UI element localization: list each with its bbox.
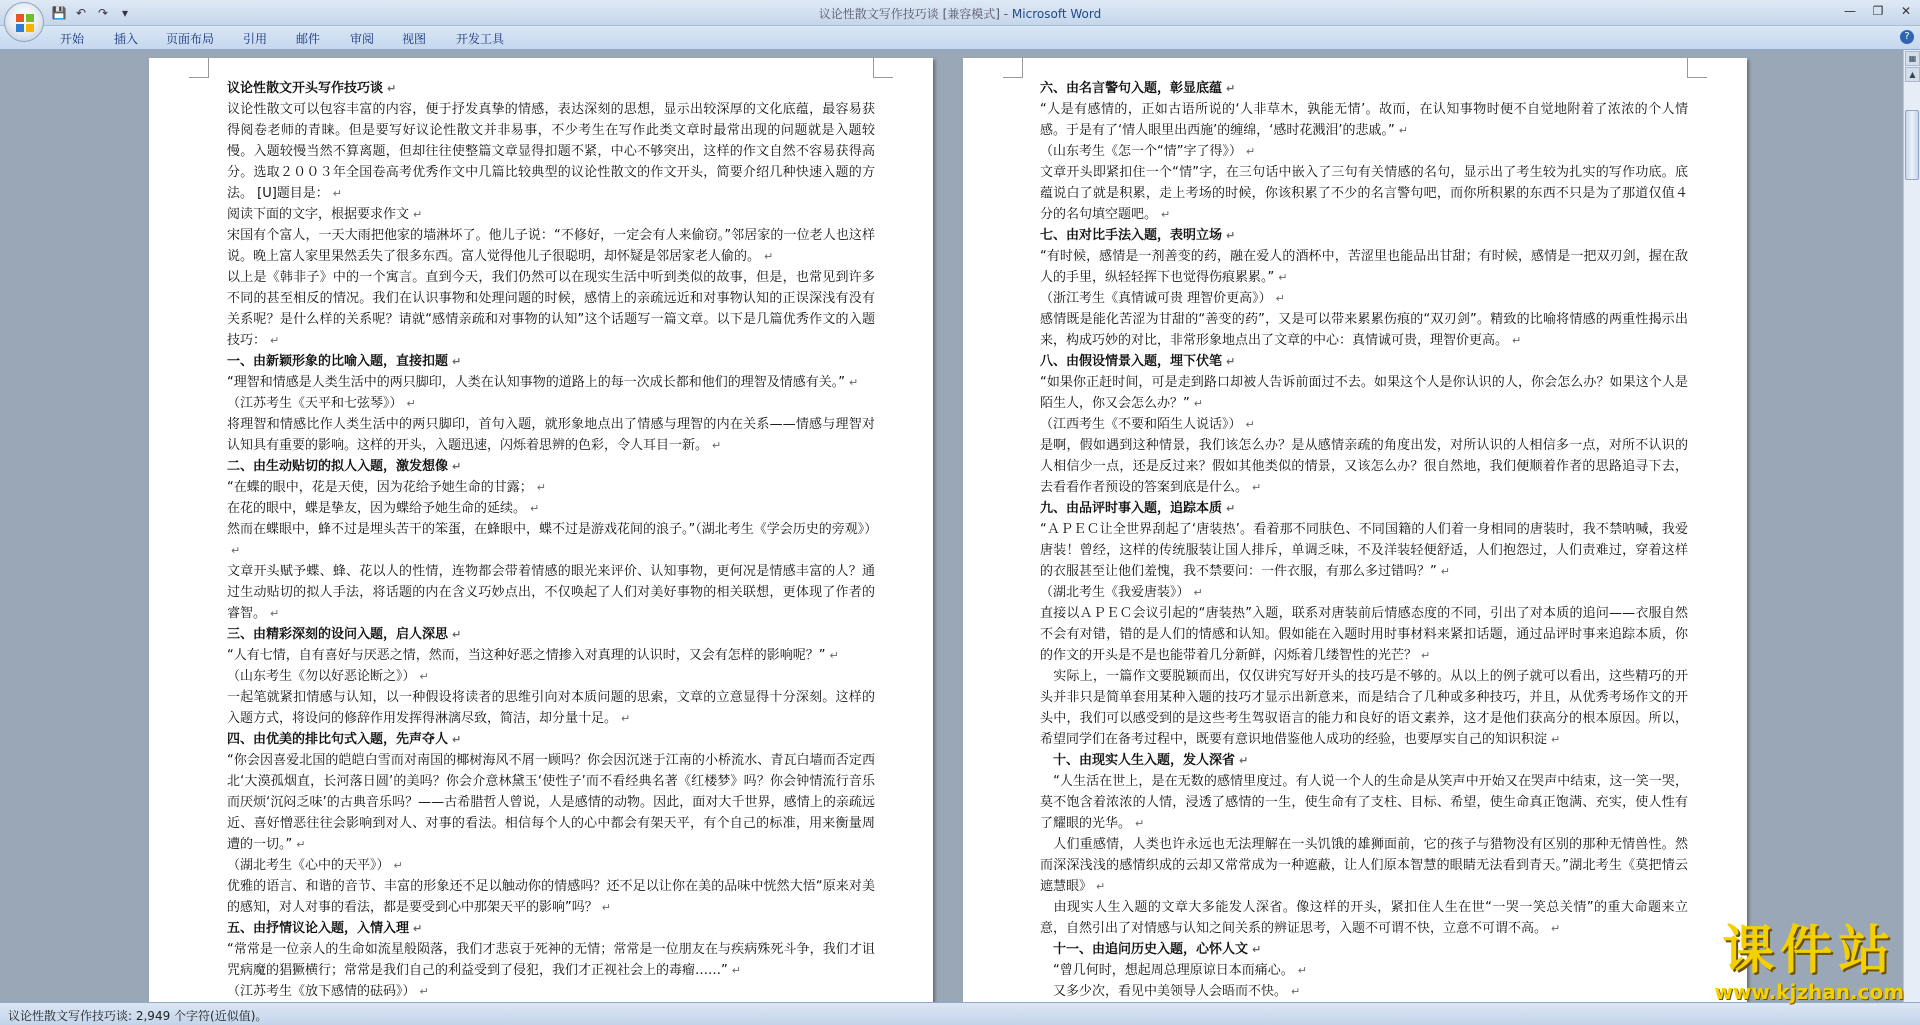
paragraph-text: （浙江考生《真情诚可贵 理智价更高》）	[1040, 291, 1272, 306]
paragraph-text: （江苏考生《天平和七弦琴》）	[227, 396, 403, 411]
paragraph-text: （山东考生《怎一个“情”字了得》）	[1040, 144, 1242, 159]
watermark-title: 课件站	[1722, 921, 1897, 981]
paragraph-mark-icon: ↵	[1226, 229, 1236, 242]
paragraph-text: 又多少次，看见中美领导人会晤而不快。	[1040, 984, 1288, 999]
document-title: 议论性散文写作技巧谈 [兼容模式] -	[818, 7, 1012, 21]
paragraph	[1040, 372, 1688, 414]
paragraph-mark-icon: ↵	[419, 670, 429, 683]
paragraph-mark-icon: ↵	[1193, 397, 1203, 410]
paragraph-mark-icon: ↵	[829, 649, 839, 662]
paragraph-text: 直接以ＡＰＥＣ会议引起的“唐装热”入题，联系对唐装前后情感态度的不同，引出了对本质的追问——衣服自然不会有对错，错的是人们的情感和认知。假如能在入题时用时事材料来紧扣话题，通过品评时事来追踪本质，你的作文的开头是不是也能带着几分新鲜，闪烁着几缕智性的光芒？	[1040, 606, 1688, 663]
paragraph-text: 在花的眼中，蝶是挚友，因为蝶给予她生命的延续。	[227, 501, 527, 516]
office-logo-icon	[15, 13, 35, 33]
tab-review[interactable]: 审阅	[350, 32, 375, 46]
paragraph	[227, 561, 875, 624]
margin-corner	[1687, 58, 1707, 78]
paragraph	[1040, 435, 1688, 498]
watermark-url: www.kjzhan.com	[1714, 980, 1904, 1004]
paragraph-text: 一起笔就紧扣情感与认知，以一种假设将读者的思维引向对本质问题的思索，文章的立意显得十分深刻。这样的入题方式，将设问的修辞作用发挥得淋漓尽致，简洁，却分量十足。	[227, 690, 875, 726]
paragraph-mark-icon: ↵	[332, 187, 343, 200]
paragraph-text: 十一、由追问历史入题，心怀人文	[1040, 942, 1249, 957]
paragraph-mark-icon: ↵	[731, 964, 741, 977]
paragraph	[227, 855, 875, 876]
section-heading	[227, 729, 875, 750]
word-count-status[interactable]: 议论性散文写作技巧谈: 2,949 个字符(近似值)。	[8, 1009, 268, 1023]
paragraph-text: （山东考生《勿以好恶论断之》）	[227, 669, 416, 684]
paragraph	[227, 225, 875, 267]
paragraph-mark-icon: ↵	[452, 355, 462, 368]
paragraph-text: 宋国有个富人，一天大雨把他家的墙淋坏了。他儿子说：“不修好，一定会有人来偷窃。”邻居家的一位老人也这样说。晚上富人家里果然丢失了很多东西。富人觉得他儿子很聪明，却怀疑是邻居家老人偷的。	[227, 228, 875, 264]
redo-icon[interactable]: ↷	[97, 6, 109, 20]
paragraph	[227, 519, 878, 561]
paragraph	[227, 645, 875, 666]
close-icon[interactable]: ✕	[1900, 4, 1912, 18]
paragraph	[227, 372, 875, 393]
paragraph-mark-icon: ↵	[1226, 502, 1236, 515]
paragraph	[227, 414, 875, 456]
paragraph-text: 四、由优美的排比句式入题，先声夺人	[227, 732, 449, 747]
paragraph	[227, 750, 875, 855]
paragraph-text: 一、由新颖形象的比喻入题，直接扣题	[227, 354, 449, 369]
paragraph-text: “有时候，感情是一剂善变的药，融在爱人的酒杯中，苦涩里也能品出甘甜；有时候，感情是一把双刃剑，握在敌人的手里，纵轻轻挥下也觉得伤痕累累。”	[1040, 249, 1688, 285]
section-heading	[227, 624, 875, 645]
paragraph	[1040, 519, 1688, 582]
paragraph-mark-icon: ↵	[270, 334, 280, 347]
paragraph-text: “人有七情，自有喜好与厌恶之情，然而，当这种好恶之情掺入对真理的认识时，又会有怎样的影响呢？”	[227, 648, 826, 663]
paragraph-mark-icon: ↵	[296, 838, 306, 851]
paragraph-text: 实际上，一篇作文要脱颖而出，仅仅讲究写好开头的技巧是不够的。从以上的例子就可以看出，这些精巧的开头并非只是简单套用某种入题的技巧才显示出新意来，而是结合了几种或多种技巧，并且，从优秀考场作文的开头中，我们可以感受到的是这些考生驾驭语言的能力和良好的语文素养，这才是他们获高分的根本原因。所以，希望同学们在备考过程中，既要有意识地借鉴他人成功的经验，也要厚实自己的知识积淀	[1040, 669, 1688, 747]
window-title	[0, 5, 1920, 22]
paragraph-text: “人生活在世上，是在无数的感情里度过。有人说一个人的生命是从笑声中开始又在哭声中结束，这一笑一哭，莫不饱含着浓浓的人情，浸透了感情的一生，使生命有了支柱、目标、希望，使生命真正饱满、充实，使人性有了耀眼的光华。	[1040, 774, 1688, 831]
paragraph-mark-icon: ↵	[1551, 733, 1561, 746]
paragraph-mark-icon: ↵	[387, 82, 397, 95]
page-1-text[interactable]	[227, 78, 878, 1002]
paragraph-text: 三、由精彩深刻的设问入题，启人深思	[227, 627, 449, 642]
paragraph-text: 文章开头即紧扣住一个“情”字，在三句话中嵌入了三句有关情感的名句，显示出了考生较为扎实的写作功底。底蕴说白了就是积累，走上考场的时候，你该积累了不少的名言警句吧，而你所积累的东西不只是为了那道仅值４分的名句填空题吧。	[1040, 165, 1688, 222]
paragraph-mark-icon: ↵	[848, 376, 859, 389]
paragraph-mark-icon: ↵	[452, 733, 462, 746]
scroll-up-icon[interactable]: ▲	[1905, 67, 1920, 82]
vertical-scrollbar[interactable]	[1903, 50, 1920, 1002]
paragraph	[227, 876, 875, 918]
status-bar	[0, 1002, 1920, 1025]
tab-home[interactable]: 开始	[60, 32, 85, 46]
paragraph-text: 七、由对比手法入题，表明立场	[1040, 228, 1223, 243]
paragraph	[227, 393, 875, 414]
paragraph-text: 议论性散文开头写作技巧谈	[227, 81, 384, 96]
paragraph	[227, 267, 875, 351]
paragraph-text: 八、由假设情景入题，埋下伏笔	[1040, 354, 1223, 369]
paragraph-mark-icon: ↵	[1512, 334, 1522, 347]
paragraph	[1040, 582, 1688, 603]
paragraph-text: 感情既是能化苦涩为甘甜的“善变的药”，又是可以带来累累伤痕的“双刃剑”。精致的比喻将情感的两重性揭示出来，构成巧妙的对比，非常形象地点出了文章的中心：真情诚可贵，理智价更高。	[1040, 312, 1688, 348]
paragraph	[1040, 246, 1688, 288]
paragraph-mark-icon: ↵	[413, 922, 423, 935]
paragraph-text: 文章开头赋予蝶、蜂、花以人的性情，连物都会带着情感的眼光来评价、认知事物，更何况是情感丰富的人？通过生动贴切的拟人手法，将话题的内在含义巧妙点出，不仅唤起了人们对美好事物的相关联想，更体现了作者的睿智。	[227, 564, 875, 621]
scroll-thumb[interactable]	[1905, 110, 1919, 180]
paragraph	[1040, 771, 1688, 834]
paragraph	[227, 204, 875, 225]
section-heading	[227, 78, 875, 99]
paragraph	[227, 981, 875, 1002]
paragraph-mark-icon: ↵	[452, 628, 462, 641]
paragraph	[1040, 288, 1688, 309]
paragraph-mark-icon: ↵	[1252, 481, 1262, 494]
paragraph	[227, 99, 875, 204]
paragraph	[227, 666, 875, 687]
title-bar	[0, 0, 1920, 26]
paragraph-mark-icon: ↵	[1161, 208, 1171, 221]
paragraph-text: （湖北考生《心中的天平》）	[227, 858, 390, 873]
minimize-icon[interactable]: —	[1844, 4, 1856, 18]
paragraph-mark-icon: ↵	[1278, 271, 1288, 284]
paragraph-text: “理智和情感是人类生活中的两只脚印，人类在认知事物的道路上的每一次成长都和他们的理智及情感有关。”	[227, 375, 845, 390]
paragraph	[227, 939, 875, 981]
paragraph-text: （江西考生《不要和陌生人说话》）	[1040, 417, 1242, 432]
paragraph-mark-icon: ↵	[1226, 355, 1236, 368]
customize-toolbar-icon[interactable]: ▾	[121, 6, 129, 20]
paragraph-mark-icon: ↵	[231, 544, 241, 557]
paragraph	[1040, 162, 1688, 225]
paragraph-text: “你会因喜爱北国的皑皑白雪而对南国的椰树海风不屑一顾吗？你会因沉迷于江南的小桥流水、青瓦白墙而否定西北‘大漠孤烟直，长河落日圆’的美吗？你会介意林黛玉‘使性子’而不看经典名著《红楼梦》吗？你会钟情流行音乐而厌烦‘沉闷乏味’的古典音乐吗？——古希腊哲人曾说，人是感情的动物。因此，面对大千世界，感情上的亲疏远近、喜好憎恶往往会影响到对人、对事的看法。相信每个人的心中都会有架天平，有个自己的标准，用来衡量周遭的一切。”	[227, 753, 875, 852]
paragraph-mark-icon: ↵	[1096, 880, 1106, 893]
margin-corner	[189, 58, 209, 78]
section-heading	[227, 918, 875, 939]
margin-corner	[1003, 58, 1023, 78]
paragraph-mark-icon: ↵	[1193, 586, 1203, 599]
section-heading	[1040, 498, 1688, 519]
tab-references[interactable]: 引用	[243, 32, 268, 46]
tab-view[interactable]: 视图	[402, 32, 427, 46]
paragraph	[227, 687, 875, 729]
section-heading	[227, 456, 875, 477]
paragraph	[227, 477, 875, 498]
paragraph-mark-icon: ↵	[1135, 817, 1145, 830]
paragraph-mark-icon: ↵	[419, 985, 429, 998]
paragraph-text: “在蝶的眼中，花是天使，因为花给予她生命的甘露；	[227, 480, 533, 495]
restore-icon[interactable]: ❐	[1872, 4, 1884, 18]
paragraph-mark-icon: ↵	[413, 208, 423, 221]
paragraph-text: 是啊，假如遇到这种情景，我们该怎么办？是从感情亲疏的角度出发，对所认识的人相信多一点，对所不认识的人相信少一点，还是反过来？假如其他类似的情景，又该怎么办？很自然地，我们便顺着作者的思路追寻下去，去看看作者预设的答案到底是什么。	[1040, 438, 1688, 495]
document-page-2[interactable]	[963, 58, 1747, 1002]
paragraph-mark-icon: ↵	[1226, 82, 1236, 95]
save-icon[interactable]: 💾	[51, 6, 67, 20]
site-watermark	[1714, 922, 1904, 1004]
paragraph	[1040, 141, 1688, 162]
paragraph	[1040, 834, 1688, 897]
paragraph-text: 将理智和情感比作人类生活中的两只脚印，首句入题，就形象地点出了情感与理智的内在关系——情感与理智对认知具有重要的影响。这样的开头，入题迅速，闪烁着思辨的色彩，令人耳目一新。	[227, 417, 875, 453]
paragraph	[1040, 99, 1688, 141]
paragraph-mark-icon: ↵	[1297, 964, 1307, 977]
paragraph-text: 六、由名言警句入题，彰显底蕴	[1040, 81, 1223, 96]
section-heading	[1040, 351, 1688, 372]
paragraph-text: 然而在蝶眼中，蜂不过是埋头苦干的笨蛋，在蜂眼中，蝶不过是游戏花间的浪子。”（湖北考生《学会历史的旁观》）	[227, 522, 878, 537]
paragraph-mark-icon: ↵	[764, 250, 774, 263]
paragraph-text: 议论性散文可以包容丰富的内容，便于抒发真挚的情感，表达深刻的思想，显示出较深厚的文化底蕴，最容易获得阅卷老师的青睐。但是要写好议论性散文并非易事，不少考生在写作此类文章时最常出现的问题就是入题较慢。入题较慢当然不算离题，但却往往使整篇文章显得扣题不紧，中心不够突出，这样的作文自然不容易获得高分。选取２００３年全国卷高考优秀作文中几篇比较典型的议论性散文的作文开头，简要介绍几种快速入题的方法。 [U]题目是：	[227, 102, 875, 201]
paragraph	[1040, 897, 1688, 939]
ribbon-tabs	[0, 26, 1920, 50]
section-heading	[227, 351, 875, 372]
paragraph-text: “如果你正赶时间，可是走到路口却被人告诉前面过不去。如果这个人是你认识的人，你会怎么办？如果这个人是陌生人，你又会怎么办？”	[1040, 375, 1688, 411]
paragraph	[1040, 414, 1688, 435]
paragraph-text: 五、由抒情议论入题，入情入理	[227, 921, 410, 936]
paragraph	[1040, 981, 1688, 1002]
section-heading	[1040, 750, 1688, 771]
paragraph-text: 十、由现实人生入题，发人深省	[1040, 753, 1236, 768]
paragraph-text: “ＡＰＥＣ让全世界刮起了‘唐装热’。看着那不同肤色、不同国籍的人们着一身相同的唐装时，我不禁呐喊，我爱唐装！曾经，这样的传统服装让国人排斥，单调乏味，不及洋装轻便舒适，人们抱怨过，人们责难过，穿着这样的衣服甚至让他们羞愧，我不禁要问：一件衣服，有那么多过错吗？”	[1040, 522, 1688, 579]
paragraph-text: 人们重感情，人类也许永远也无法理解在一头饥饿的雄狮面前，它的孩子与猎物没有区别的那种无情兽性。然而深深浅浅的感情织成的云却又常常成为一种遮蔽，让人们原本智慧的眼睛无法看到青天。”湖北考生《莫把情云遮慧眼》	[1040, 837, 1688, 894]
section-heading	[1040, 225, 1688, 246]
ruler-toggle-icon[interactable]: ▦	[1905, 51, 1920, 66]
window-controls	[1836, 0, 1920, 22]
paragraph-mark-icon: ↵	[621, 712, 631, 725]
paragraph	[1040, 603, 1688, 666]
paragraph-mark-icon: ↵	[1440, 565, 1450, 578]
paragraph-mark-icon: ↵	[1421, 649, 1431, 662]
paragraph	[1040, 960, 1688, 981]
paragraph-text: “曾几何时，想起周总理原谅日本而痛心。	[1040, 963, 1294, 978]
paragraph-mark-icon: ↵	[1275, 292, 1285, 305]
paragraph-text: （江苏考生《放下感情的砝码》）	[227, 984, 416, 999]
paragraph-text: “常常是一位亲人的生命如流星般陨落，我们才悲哀于死神的无情；常常是一位朋友在与疾病殊死斗争，我们才诅咒病魔的猖獗横行；常常是我们自己的利益受到了侵犯，我们才正视社会上的毒瘤……”	[227, 942, 875, 978]
paragraph-mark-icon: ↵	[530, 502, 540, 515]
paragraph-mark-icon: ↵	[1398, 124, 1408, 137]
paragraph-text: 由现实人生入题的文章大多能发人深省。像这样的开头，紧扣住人生在世“一哭一笑总关情”的重大命题来立意，自然引出了对情感与认知之间关系的辨证思考，入题不可谓不快，立意不可谓不高。	[1040, 900, 1688, 936]
paragraph-mark-icon: ↵	[1239, 754, 1249, 767]
paragraph-text: （湖北考生《我爱唐装》）	[1040, 585, 1190, 600]
section-heading	[1040, 78, 1688, 99]
app-name: Microsoft Word	[1011, 7, 1102, 21]
tab-developer[interactable]: 开发工具	[456, 32, 505, 46]
paragraph-mark-icon: ↵	[1551, 922, 1561, 935]
paragraph-mark-icon: ↵	[406, 397, 416, 410]
paragraph-mark-icon: ↵	[601, 901, 611, 914]
paragraph-mark-icon: ↵	[536, 481, 546, 494]
paragraph	[1040, 666, 1688, 750]
paragraph-text: 九、由品评时事入题，追踪本质	[1040, 501, 1223, 516]
paragraph-mark-icon: ↵	[452, 460, 462, 473]
document-page-1[interactable]	[149, 58, 933, 1002]
paragraph	[227, 498, 875, 519]
paragraph-mark-icon: ↵	[1291, 985, 1301, 998]
tab-insert[interactable]: 插入	[114, 32, 139, 46]
page-2-text[interactable]	[1040, 78, 1688, 1002]
margin-corner	[873, 58, 893, 78]
document-workspace	[0, 50, 1903, 1002]
paragraph-text: 优雅的语言、和谐的音节、丰富的形象还不足以触动你的情感吗？还不足以让你在美的品味中恍然大悟“原来对美的感知，对人对事的看法，都是要受到心中那架天平的影响”吗？	[227, 879, 875, 915]
paragraph-mark-icon: ↵	[393, 859, 403, 872]
office-button[interactable]	[4, 2, 44, 42]
paragraph-text: 以上是《韩非子》中的一个寓言。直到今天，我们仍然可以在现实生活中听到类似的故事，但是，也常见到许多不同的甚至相反的情况。我们在认识事物和处理问题的时候，感情上的亲疏远近和对事物认知的正误深浅有没有关系呢？是什么样的关系呢？请就“感情亲疏和对事物的认知”这个话题写一篇文章。以下是几篇优秀作文的入题技巧：	[227, 270, 875, 348]
paragraph-mark-icon: ↵	[1252, 943, 1262, 956]
paragraph-mark-icon: ↵	[1245, 145, 1256, 158]
paragraph	[1040, 309, 1688, 351]
paragraph-mark-icon: ↵	[1245, 418, 1255, 431]
tab-page-layout[interactable]: 页面布局	[166, 32, 215, 46]
tab-mailings[interactable]: 邮件	[296, 32, 321, 46]
paragraph-mark-icon: ↵	[712, 439, 722, 452]
paragraph-text: 二、由生动贴切的拟人入题，激发想像	[227, 459, 449, 474]
paragraph-mark-icon: ↵	[270, 607, 280, 620]
section-heading	[1040, 939, 1688, 960]
paragraph-text: “人是有感情的，正如古语所说的‘人非草木，孰能无情’。故而，在认知事物时便不自觉地附着了浓浓的个人情感。于是有了‘情人眼里出西施’的缠绵，‘感时花溅泪’的悲戚。”	[1040, 102, 1688, 138]
help-icon[interactable]: ?	[1900, 30, 1914, 44]
undo-icon[interactable]: ↶	[75, 6, 87, 20]
paragraph-text: 阅读下面的文字，根据要求作文	[227, 207, 410, 222]
